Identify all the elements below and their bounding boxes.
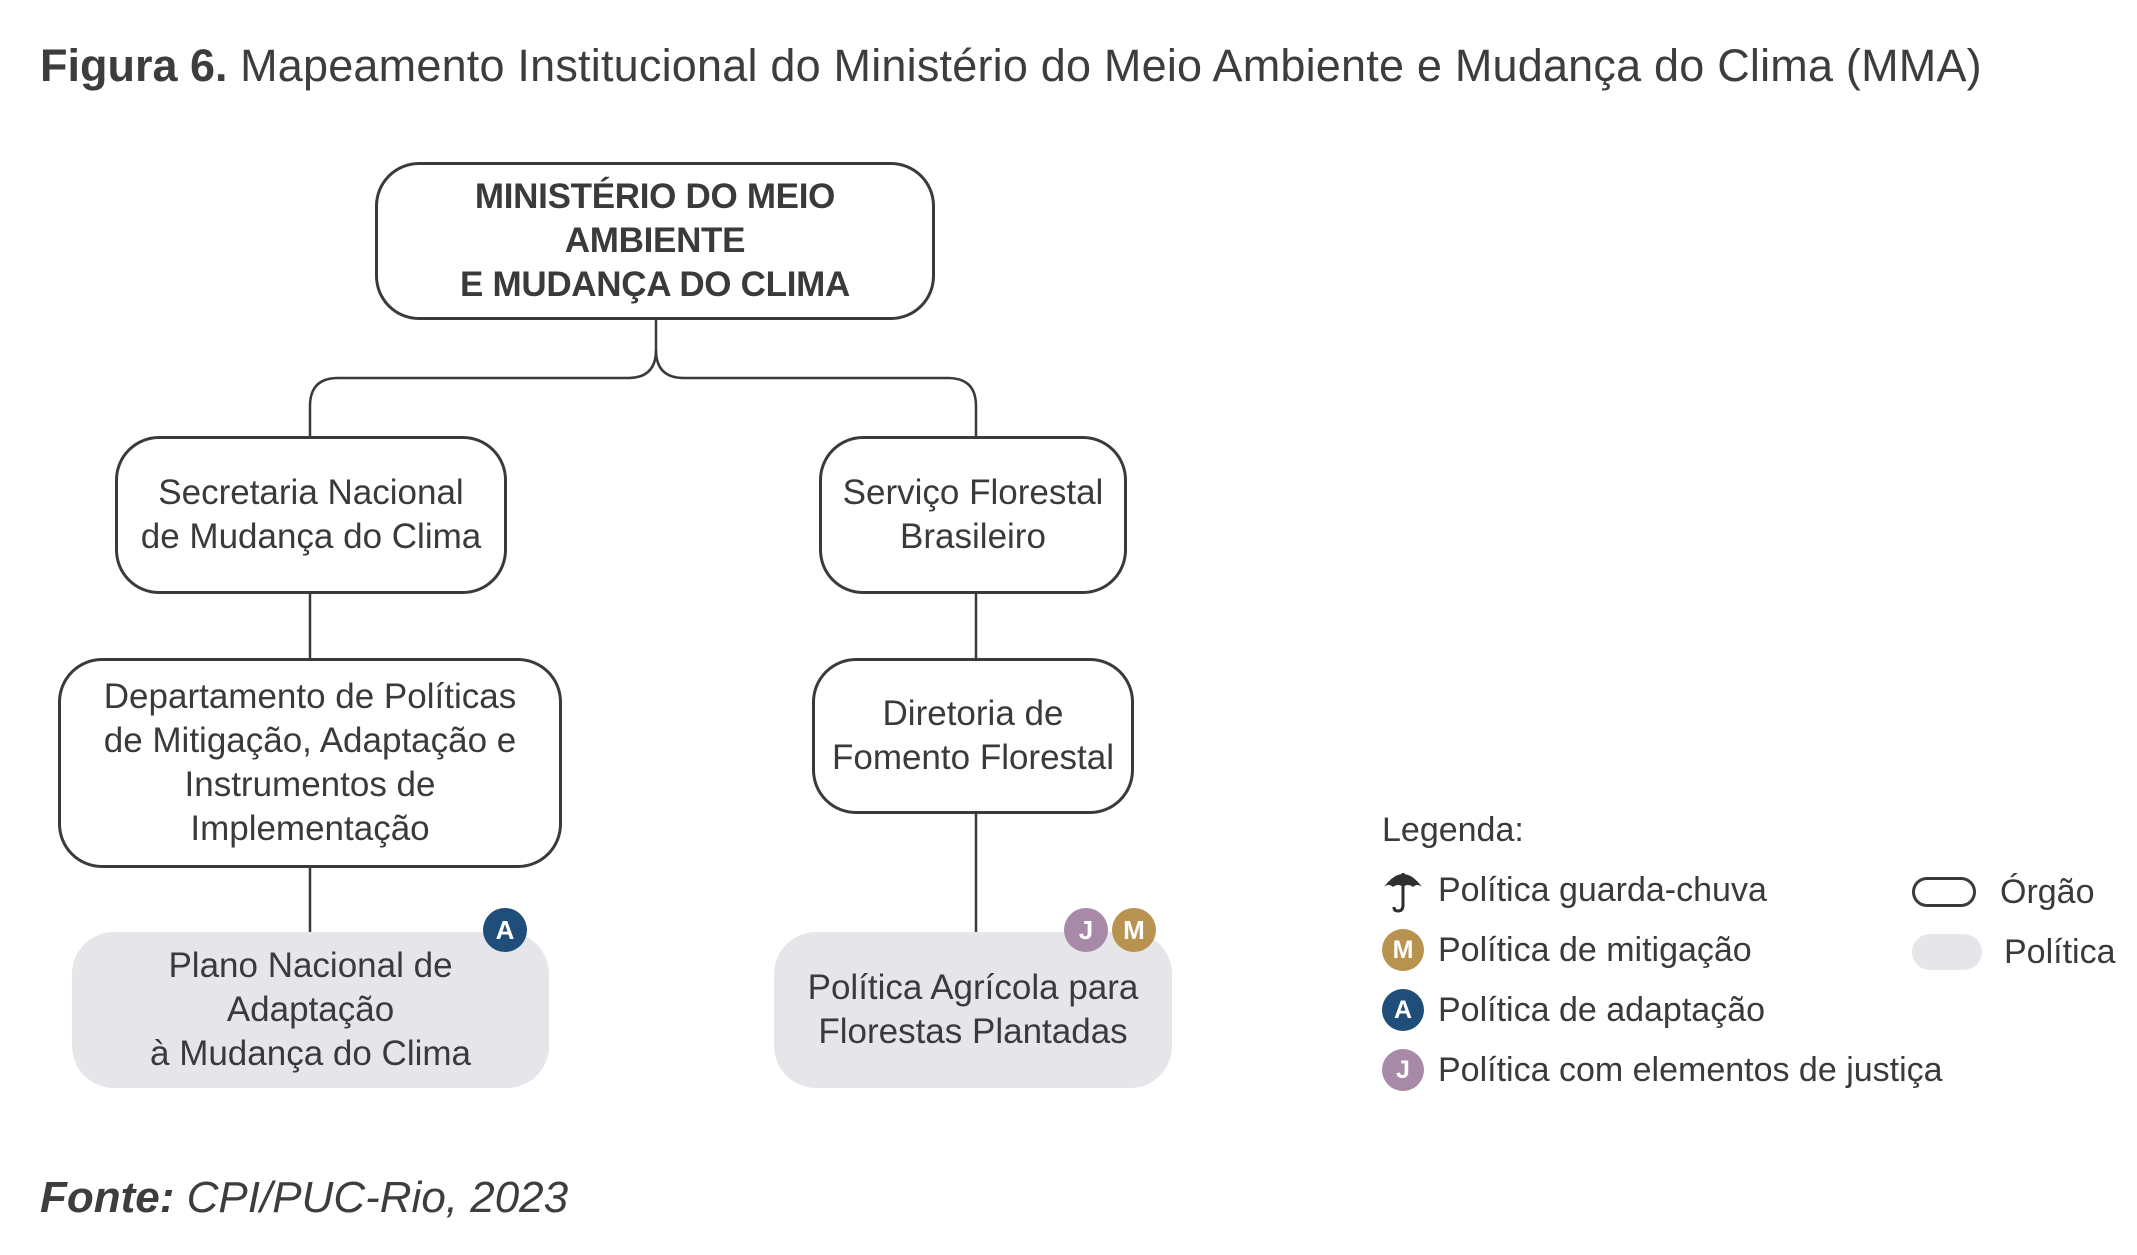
diretoria-box xyxy=(812,658,1134,814)
ministry-box xyxy=(375,162,935,320)
mitigation-badge: M xyxy=(1112,908,1156,952)
legend-item-justice xyxy=(1382,1048,1943,1092)
politica-agricola-policy xyxy=(774,932,1172,1088)
legend-adaptation-badge: A xyxy=(1382,989,1424,1031)
source-note xyxy=(40,1170,568,1226)
ministry-line1: MINISTÉRIO DO MEIO AMBIENTE xyxy=(474,177,836,260)
justice-badge: J xyxy=(1064,908,1108,952)
legend-key-policy xyxy=(1912,930,2116,974)
secretaria-line1: Secretaria Nacional xyxy=(158,473,464,512)
figure-title-text: Mapeamento Institucional do Ministério do Meio Ambiente e Mudança do Clima (MMA) xyxy=(240,40,1982,91)
secretaria-box xyxy=(115,436,507,594)
legend-organ-label: Órgão xyxy=(2000,872,2095,911)
servico-box xyxy=(819,436,1127,594)
source-label: Fonte: xyxy=(40,1173,175,1222)
politica-agricola-line2: Florestas Plantadas xyxy=(818,1012,1128,1051)
diretoria-line1: Diretoria de xyxy=(882,694,1064,733)
legend-item-mitigation xyxy=(1382,928,1752,972)
servico-line2: Brasileiro xyxy=(900,517,1046,556)
legend-adaptation-label: Política de adaptação xyxy=(1438,991,1766,1029)
legend-justice-label: Política com elementos de justiça xyxy=(1438,1051,1943,1089)
source-text: CPI/PUC-Rio, 2023 xyxy=(186,1173,569,1222)
connector-ministry-right xyxy=(656,350,976,436)
umbrella-icon xyxy=(1382,867,1424,913)
plano-line1: Plano Nacional de Adaptação xyxy=(168,946,453,1029)
legend-mitigation-label: Política de mitigação xyxy=(1438,931,1752,969)
legend-key-organ xyxy=(1912,870,2095,914)
departamento-line2: de Mitigação, Adaptação e xyxy=(103,721,517,760)
adaptation-badge: A xyxy=(483,908,527,952)
plano-policy xyxy=(72,932,549,1088)
connector-ministry-split xyxy=(310,320,656,436)
servico-line1: Serviço Florestal xyxy=(842,473,1104,512)
secretaria-line2: de Mudança do Clima xyxy=(140,517,482,556)
departamento-line3: Instrumentos de Implementação xyxy=(184,765,436,848)
legend-justice-badge: J xyxy=(1382,1049,1424,1091)
plano-line2: à Mudança do Clima xyxy=(150,1034,471,1073)
diretoria-line2: Fomento Florestal xyxy=(831,738,1115,777)
ministry-line2: E MUDANÇA DO CLIMA xyxy=(460,265,850,304)
figure-label: Figura 6. xyxy=(40,40,228,91)
legend-umbrella-label: Política guarda-chuva xyxy=(1438,871,1767,909)
legend-item-umbrella xyxy=(1382,868,1767,912)
legend-policy-label: Política xyxy=(2004,932,2116,971)
legend-mitigation-badge: M xyxy=(1382,929,1424,971)
policy-swatch xyxy=(1912,934,1982,970)
organ-swatch xyxy=(1912,877,1976,907)
departamento-box xyxy=(58,658,562,868)
politica-agricola-line1: Política Agrícola para xyxy=(807,968,1139,1007)
legend-title: Legenda: xyxy=(1382,811,1524,849)
departamento-line1: Departamento de Políticas xyxy=(103,677,517,716)
legend-item-adaptation xyxy=(1382,988,1765,1032)
